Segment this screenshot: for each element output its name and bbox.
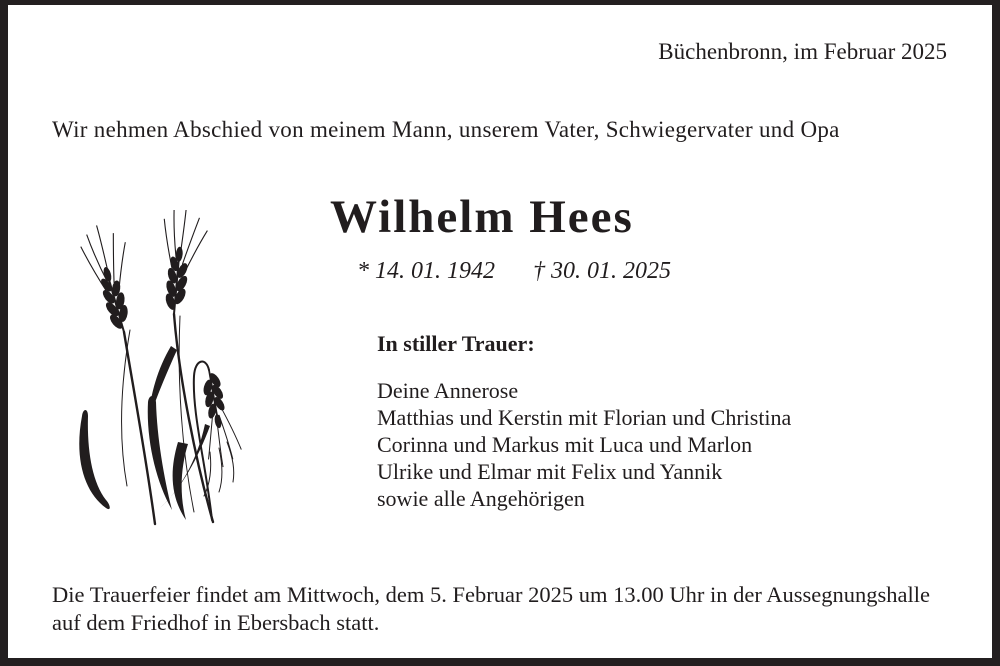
life-dates [357, 258, 671, 285]
mourners-section [377, 331, 791, 512]
mourning-heading: In stiller Trauer: [377, 331, 535, 356]
funeral-info [52, 581, 930, 637]
funeral-info-line: Die Trauerfeier findet am Mittwoch, dem 5. Februar 2025 um 13.00 Uhr in der Aussegnungshalle [52, 582, 930, 607]
mourner-line: Corinna und Markus mit Luca und Marlon [377, 432, 753, 457]
mourner-line: Deine Annerose [377, 378, 519, 403]
death-date: † 30. 01. 2025 [533, 258, 671, 284]
birth-date: * 14. 01. 1942 [357, 258, 495, 284]
deceased-name: Wilhelm Hees [330, 191, 634, 243]
funeral-info-line: auf dem Friedhof in Ebersbach statt. [52, 610, 380, 635]
intro-line: Wir nehmen Abschied von meinem Mann, unserem Vater, Schwiegervater und Opa [52, 117, 840, 142]
wheat-icon [60, 210, 312, 542]
mourners-list [377, 377, 791, 512]
mourner-line: Ulrike und Elmar mit Felix und Yannik [377, 459, 723, 484]
dateline: Büchenbronn, im Februar 2025 [658, 39, 947, 64]
mourner-line: sowie alle Angehörigen [377, 486, 585, 511]
mourner-line: Matthias und Kerstin mit Florian und Christina [377, 405, 792, 430]
wheat-illustration [60, 210, 312, 542]
